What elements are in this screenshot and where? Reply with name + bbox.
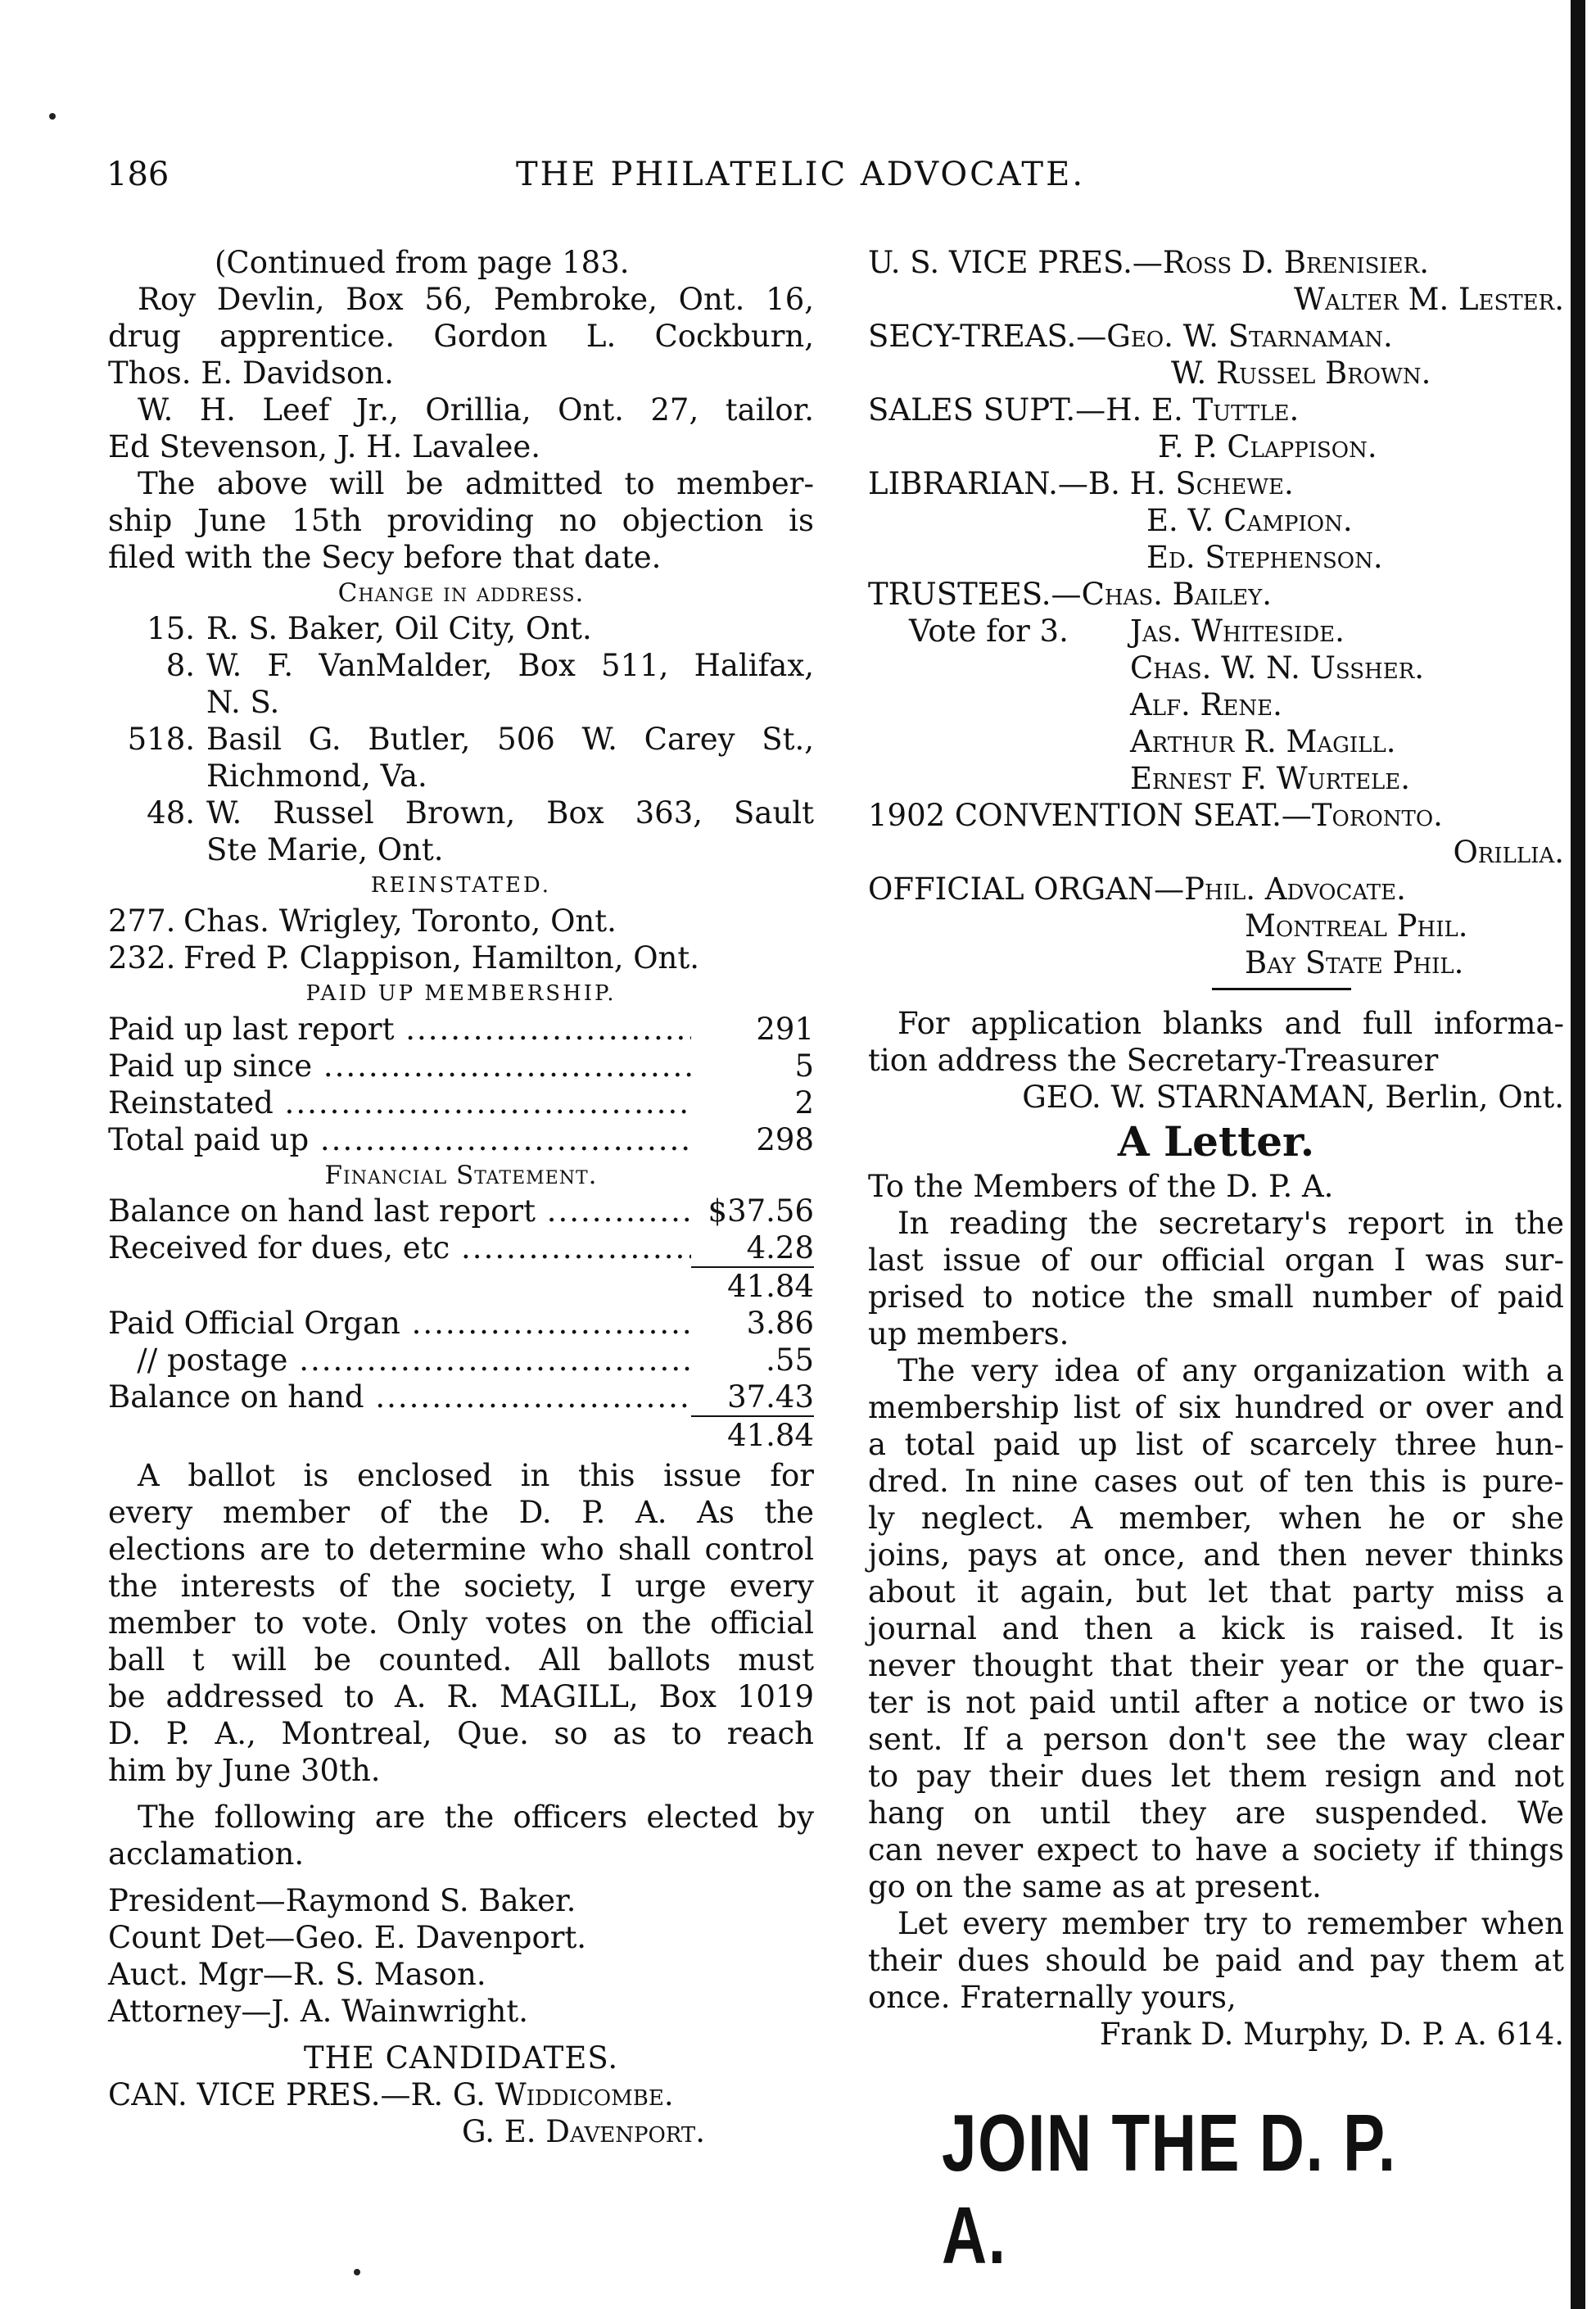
applicant-line: drug apprentice. Gordon L. Cockburn, [108,319,814,354]
change-entry [108,795,814,831]
text-line: every member of the D. P. A. As the [108,1495,814,1530]
paid-membership-table [108,1011,814,1158]
change-address-list [108,610,814,868]
paid-value: 291 [756,1012,814,1047]
text-line: elections are to determine who shall control [108,1532,814,1567]
application-signature: GEO. W. STARNAMAN, Berlin, Ont. [1022,1080,1564,1115]
text-line: journal and then a kick is raised. It is [868,1611,1564,1646]
candidate-name: Walter M. Lester. [1293,282,1564,317]
member-address-cont: Richmond, Va. [206,758,427,794]
member-number: 277. [108,903,176,939]
office-us-vice-pres [868,244,1564,318]
member-address-cont: N. S. [206,685,280,720]
candidate-name: E. V. Campion. [1146,503,1353,538]
officer-line: Auct. Mgr—R. S. Mason. [108,1957,486,1992]
text-line: For application blanks and full informa- [897,1006,1564,1041]
text-line: ly neglect. A member, when he or she [868,1501,1564,1536]
candidate-name: Orillia. [1453,835,1564,870]
paid-membership-heading: PAID UP MEMBERSHIP. [305,981,617,1006]
text-line: go on the same as at present. [868,1869,1322,1904]
office-label: OFFICIAL ORGAN— [868,872,1185,907]
applicant-line: Ed Stevenson, J. H. Lavalee. [108,429,541,464]
text-line: a total paid up list of scarcely three hun- [868,1427,1564,1462]
financial-label: Received for dues, etc ..... [108,1229,691,1268]
paid-value: 298 [756,1122,814,1157]
text-line: about it again, but let that party miss a [868,1574,1564,1610]
ink-speck [49,113,56,120]
text-line: once. Fraternally yours, [868,1980,1237,2015]
financial-label: Balance on hand last report ..... [108,1193,691,1229]
change-entry [108,647,814,684]
letter-paragraph-3 [868,1905,1564,2053]
financial-value: $37.56 [708,1193,814,1229]
officer-line: President—Raymond S. Baker. [108,1883,576,1918]
text-line: the interests of the society, I urge every [108,1569,814,1604]
candidate-name: Phil. Advocate. [1184,872,1406,907]
financial-row [108,1305,814,1342]
text-line: ship June 15th providing no objection is [108,503,814,538]
office-trustees [868,576,1564,797]
text-line: prised to notice the small number of paid [868,1279,1564,1315]
office-label: LIBRARIAN.— [868,466,1088,501]
change-address-heading: Change in address. [337,578,585,608]
paid-label: Paid up since ..... [108,1048,691,1084]
financial-statement-table [108,1193,814,1454]
text-line: dred. In nine cases out of ten this is pure- [868,1464,1564,1499]
text-line: The following are the officers elected by [138,1800,814,1835]
text-line: sent. If a person don't see the way clear [868,1722,1564,1757]
financial-statement-heading: Financial Statement. [324,1161,598,1190]
financial-label: Balance on hand ..... [108,1379,691,1417]
text-line: A ballot is enclosed in this issue for [138,1458,814,1493]
candidate-name: H. E. Tuttle. [1105,392,1300,428]
application-notice [868,1005,1564,1116]
paid-label: Total paid up ..... [108,1121,691,1158]
text-line: to pay their dues let them resign and not [868,1759,1564,1794]
candidate-name: Chas. W. N. Ussher. [1130,650,1425,686]
candidate-name: Chas. Bailey. [1081,577,1273,612]
text-line: their dues should be paid and pay them at [868,1943,1564,1978]
candidates-heading: THE CANDIDATES. [303,2040,619,2076]
office-can-vice-pres [108,2076,814,2113]
officer-line: Count Det—Geo. E. Davenport. [108,1920,587,1955]
paid-row [108,1011,814,1048]
candidate-name: W. Russel Brown. [1171,355,1431,391]
continued-note: (Continued from page 183. [215,245,630,280]
text-line: joins, pays at once, and then never thinks [868,1537,1564,1573]
letter-signature: Frank D. Murphy, D. P. A. 614. [1099,2017,1564,2052]
candidate-name: F. P. Clappison. [1158,429,1377,464]
text-line: him by June 30th. [108,1753,381,1788]
ink-speck [354,2269,360,2275]
office-secy-treas [868,318,1564,392]
text-line: acclamation. [108,1836,305,1872]
member-number: 15. [147,611,195,646]
letter-paragraph-2 [868,1352,1564,1905]
text-line: ball t will be counted. All ballots must [108,1642,814,1677]
financial-value: 3.86 [746,1306,814,1341]
candidate-name: Arthur R. Magill. [1130,724,1396,759]
applicant-line: Thos. E. Davidson. [108,355,394,391]
member-address: Basil G. Butler, 506 W. Carey St., [206,722,814,757]
paid-row [108,1048,814,1084]
financial-label: // postage ..... [108,1342,691,1379]
text-line: Let every member try to remember when [897,1906,1564,1941]
applicant-line: Roy Devlin, Box 56, Pembroke, Ont. 16, [138,282,814,317]
candidate-name: Ross D. Brenisier. [1162,245,1429,280]
text-line: can never expect to have a society if things [868,1832,1564,1868]
paid-row [108,1084,814,1121]
section-rule [1212,988,1351,990]
text-line: membership list of six hundred or over and [868,1390,1564,1425]
candidate-name: Alf. Rene. [1130,687,1282,722]
reinstated-entry [108,903,814,939]
right-column [868,244,1564,2053]
candidate-name: Montreal Phil. [1245,908,1468,944]
text-line: up members. [868,1316,1069,1351]
member-address: R. S. Baker, Oil City, Ont. [206,611,592,646]
candidate-name: Jas. Whiteside. [1130,613,1345,649]
letter-paragraph-1 [868,1205,1564,1352]
text-line: last issue of our official organ I was sur- [868,1243,1564,1278]
letter-salutation: To the Members of the D. P. A. [868,1169,1334,1204]
paid-value: 5 [794,1048,814,1084]
financial-value: 4.28 [691,1229,814,1268]
financial-row [108,1342,814,1379]
letter-title: A Letter. [1117,1117,1315,1166]
reinstated-heading: REINSTATED. [370,873,552,898]
text-line: D. P. A., Montreal, Que. so as to reach [108,1716,814,1751]
text-line: hang on until they are suspended. We [868,1795,1564,1831]
financial-value: 37.43 [691,1379,814,1417]
financial-label [108,1268,691,1305]
financial-total-row [108,1417,814,1454]
candidate-name: Ed. Stephenson. [1146,540,1383,575]
candidate-name: Toronto. [1311,798,1443,833]
financial-row [108,1229,814,1268]
office-librarian [868,465,1564,576]
member-number: 518. [127,722,195,757]
applicant-line: W. H. Leef Jr., Orillia, Ont. 27, tailor. [138,392,814,428]
paid-value: 2 [794,1085,814,1121]
change-entry [108,610,814,647]
member-address: Fred P. Clappison, Hamilton, Ont. [183,940,700,976]
office-sales-supt [868,392,1564,465]
office-label: SALES SUPT.— [868,392,1106,428]
admission-note [108,465,814,576]
paid-label: Paid up last report ..... [108,1011,691,1048]
change-entry [108,721,814,758]
officer-line: Attorney—J. A. Wainwright. [108,1994,528,2029]
financial-value: 41.84 [727,1269,814,1304]
member-address: Chas. Wrigley, Toronto, Ont. [183,903,617,939]
financial-value: .55 [766,1342,814,1378]
text-line: ter is not paid until after a notice or two is [868,1685,1564,1720]
vote-instruction: Vote for 3. [909,613,1069,649]
financial-row [108,1379,814,1417]
member-address: W. F. VanMalder, Box 511, Halifax, [206,648,814,683]
text-line: member to vote. Only votes on the official [108,1605,814,1641]
candidate-name: R. G. Widdicombe. [410,2077,674,2112]
publication-title: THE PHILATELIC ADVOCATE. [516,156,1086,193]
member-address-cont: Ste Marie, Ont. [206,832,444,867]
financial-label: Paid Official Organ ..... [108,1305,691,1342]
elected-officers-list [108,1882,814,2030]
office-official-organ [868,871,1564,981]
office-label: U. S. VICE PRES.— [868,245,1163,280]
page-header [106,156,1146,205]
financial-label [108,1417,691,1454]
candidate-name: B. H. Schewe. [1087,466,1294,501]
paid-label: Reinstated ..... [108,1084,691,1121]
left-column [108,244,814,2150]
candidate-name: G. E. Davenport. [462,2114,705,2149]
applicants-list [108,281,814,465]
office-convention-seat [868,797,1564,871]
member-address: W. Russel Brown, Box 363, Sault [206,795,814,831]
page-number: 186 [106,156,170,193]
financial-value: 41.84 [727,1418,814,1453]
member-number: 8. [165,648,195,683]
text-line: tion address the Secretary-Treasurer [868,1043,1439,1078]
candidate-name: Bay State Phil. [1245,945,1464,980]
page-edge-rule [1571,0,1585,2309]
ballot-paragraph [108,1457,814,1789]
financial-row [108,1193,814,1229]
reinstated-entry [108,939,814,976]
financial-subtotal-row [108,1268,814,1305]
member-number: 48. [147,795,195,831]
member-number: 232. [108,940,176,976]
office-label: SECY-TREAS.— [868,319,1107,354]
text-line: be addressed to A. R. MAGILL, Box 1019 [108,1679,814,1714]
office-label: CAN. VICE PRES.— [108,2077,411,2112]
office-label: 1902 CONVENTION SEAT.— [868,798,1312,833]
candidate-name: Ernest F. Wurtele. [1130,761,1411,796]
office-label: TRUSTEES.— [868,577,1082,612]
text-line: filed with the Secy before that date. [108,540,662,575]
reinstated-list [108,903,814,976]
paid-row [108,1121,814,1158]
join-dpa-banner: JOIN THE D. P. A. [942,2098,1397,2280]
candidate-name: Geo. W. Starnaman. [1106,319,1393,354]
text-line: never thought that their year or the quar- [868,1648,1564,1683]
text-line: The above will be admitted to member- [138,466,814,501]
acclamation-paragraph [108,1799,814,1872]
text-line: The very idea of any organization with a [897,1353,1564,1388]
text-line: In reading the secretary's report in the [897,1206,1564,1241]
